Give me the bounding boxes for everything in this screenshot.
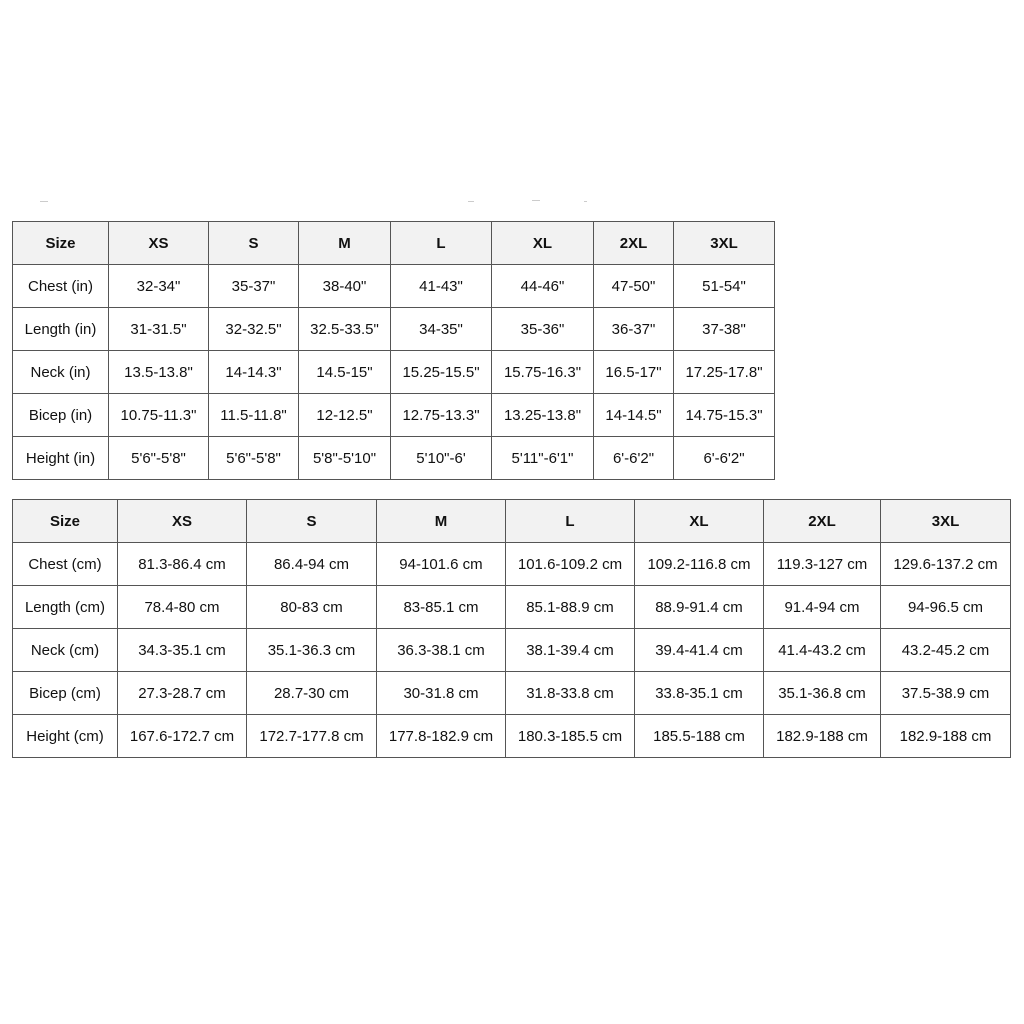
table-cell: 35-37" xyxy=(209,265,299,308)
table-cell: 31-31.5" xyxy=(109,308,209,351)
row-label: Neck (cm) xyxy=(13,629,118,672)
table-cell: 109.2-116.8 cm xyxy=(635,543,764,586)
table-row xyxy=(13,437,775,480)
table-cell: 129.6-137.2 cm xyxy=(881,543,1011,586)
table-cell: 37-38" xyxy=(674,308,775,351)
table-cell: 94-101.6 cm xyxy=(377,543,506,586)
table-cell: 11.5-11.8" xyxy=(209,394,299,437)
table-cell: 180.3-185.5 cm xyxy=(506,715,635,758)
row-label: Neck (in) xyxy=(13,351,109,394)
table-cell: 185.5-188 cm xyxy=(635,715,764,758)
table-cell: 34-35" xyxy=(391,308,492,351)
header-cell: XS xyxy=(109,222,209,265)
table-cell: 12.75-13.3" xyxy=(391,394,492,437)
table-cell: 81.3-86.4 cm xyxy=(118,543,247,586)
table-cell: 101.6-109.2 cm xyxy=(506,543,635,586)
table-cell: 13.25-13.8" xyxy=(492,394,594,437)
table-cell: 177.8-182.9 cm xyxy=(377,715,506,758)
table-cell: 119.3-127 cm xyxy=(764,543,881,586)
table-cell: 14-14.5" xyxy=(594,394,674,437)
table-cell: 83-85.1 cm xyxy=(377,586,506,629)
table-cell: 38-40" xyxy=(299,265,391,308)
header-cell: XL xyxy=(492,222,594,265)
table-cell: 35.1-36.8 cm xyxy=(764,672,881,715)
table-cell: 32.5-33.5" xyxy=(299,308,391,351)
table-cell: 16.5-17" xyxy=(594,351,674,394)
table-cell: 34.3-35.1 cm xyxy=(118,629,247,672)
table-cell: 5'10"-6' xyxy=(391,437,492,480)
table-cell: 32-34" xyxy=(109,265,209,308)
row-label: Length (cm) xyxy=(13,586,118,629)
table-cell: 10.75-11.3" xyxy=(109,394,209,437)
table-cell: 78.4-80 cm xyxy=(118,586,247,629)
header-cell: L xyxy=(506,500,635,543)
table-cell: 37.5-38.9 cm xyxy=(881,672,1011,715)
row-label: Length (in) xyxy=(13,308,109,351)
header-cell: 3XL xyxy=(674,222,775,265)
header-cell: S xyxy=(209,222,299,265)
header-cell: XL xyxy=(635,500,764,543)
header-cell: M xyxy=(299,222,391,265)
table-cell: 5'6"-5'8" xyxy=(109,437,209,480)
table-cell: 14.5-15" xyxy=(299,351,391,394)
table-cell: 33.8-35.1 cm xyxy=(635,672,764,715)
table-row xyxy=(13,629,1011,672)
row-label: Chest (in) xyxy=(13,265,109,308)
table-row xyxy=(13,394,775,437)
table-cell: 27.3-28.7 cm xyxy=(118,672,247,715)
table-cell: 14-14.3" xyxy=(209,351,299,394)
table-cell: 35.1-36.3 cm xyxy=(247,629,377,672)
table-cell: 182.9-188 cm xyxy=(881,715,1011,758)
table-row xyxy=(13,308,775,351)
header-cell: XS xyxy=(118,500,247,543)
table-cell: 44-46" xyxy=(492,265,594,308)
size-chart-centimeters xyxy=(12,499,1011,758)
table-cell: 94-96.5 cm xyxy=(881,586,1011,629)
row-label: Chest (cm) xyxy=(13,543,118,586)
table-cell: 5'6"-5'8" xyxy=(209,437,299,480)
table-cell: 31.8-33.8 cm xyxy=(506,672,635,715)
header-cell: 2XL xyxy=(764,500,881,543)
row-label: Bicep (cm) xyxy=(13,672,118,715)
size-chart-inches xyxy=(12,221,775,480)
table-cell: 36-37" xyxy=(594,308,674,351)
header-cell: Size xyxy=(13,500,118,543)
row-label: Height (in) xyxy=(13,437,109,480)
table-cell: 5'11"-6'1" xyxy=(492,437,594,480)
header-cell: 3XL xyxy=(881,500,1011,543)
table-cell: 41-43" xyxy=(391,265,492,308)
header-row xyxy=(13,222,775,265)
table-cell: 85.1-88.9 cm xyxy=(506,586,635,629)
table-cell: 15.25-15.5" xyxy=(391,351,492,394)
table-cell: 12-12.5" xyxy=(299,394,391,437)
table-cell: 182.9-188 cm xyxy=(764,715,881,758)
table-cell: 43.2-45.2 cm xyxy=(881,629,1011,672)
faint-marks xyxy=(40,196,600,204)
table-row xyxy=(13,672,1011,715)
header-cell: M xyxy=(377,500,506,543)
table-cell: 6'-6'2" xyxy=(594,437,674,480)
table-cell: 91.4-94 cm xyxy=(764,586,881,629)
table-row xyxy=(13,543,1011,586)
table-cell: 172.7-177.8 cm xyxy=(247,715,377,758)
table-cell: 38.1-39.4 cm xyxy=(506,629,635,672)
table-cell: 167.6-172.7 cm xyxy=(118,715,247,758)
table-cell: 5'8"-5'10" xyxy=(299,437,391,480)
table-cell: 41.4-43.2 cm xyxy=(764,629,881,672)
header-cell: L xyxy=(391,222,492,265)
table-row xyxy=(13,715,1011,758)
table-cell: 15.75-16.3" xyxy=(492,351,594,394)
table-cell: 39.4-41.4 cm xyxy=(635,629,764,672)
table-cell: 36.3-38.1 cm xyxy=(377,629,506,672)
table-cell: 51-54" xyxy=(674,265,775,308)
header-cell: S xyxy=(247,500,377,543)
table-cell: 13.5-13.8" xyxy=(109,351,209,394)
table-cell: 47-50" xyxy=(594,265,674,308)
header-cell: Size xyxy=(13,222,109,265)
table-cell: 32-32.5" xyxy=(209,308,299,351)
header-row xyxy=(13,500,1011,543)
table-cell: 6'-6'2" xyxy=(674,437,775,480)
header-cell: 2XL xyxy=(594,222,674,265)
table-row xyxy=(13,265,775,308)
table-row xyxy=(13,586,1011,629)
row-label: Height (cm) xyxy=(13,715,118,758)
table-cell: 88.9-91.4 cm xyxy=(635,586,764,629)
table-cell: 30-31.8 cm xyxy=(377,672,506,715)
table-cell: 35-36" xyxy=(492,308,594,351)
row-label: Bicep (in) xyxy=(13,394,109,437)
table-cell: 14.75-15.3" xyxy=(674,394,775,437)
table-cell: 17.25-17.8" xyxy=(674,351,775,394)
table-cell: 28.7-30 cm xyxy=(247,672,377,715)
table-cell: 86.4-94 cm xyxy=(247,543,377,586)
table-row xyxy=(13,351,775,394)
table-cell: 80-83 cm xyxy=(247,586,377,629)
